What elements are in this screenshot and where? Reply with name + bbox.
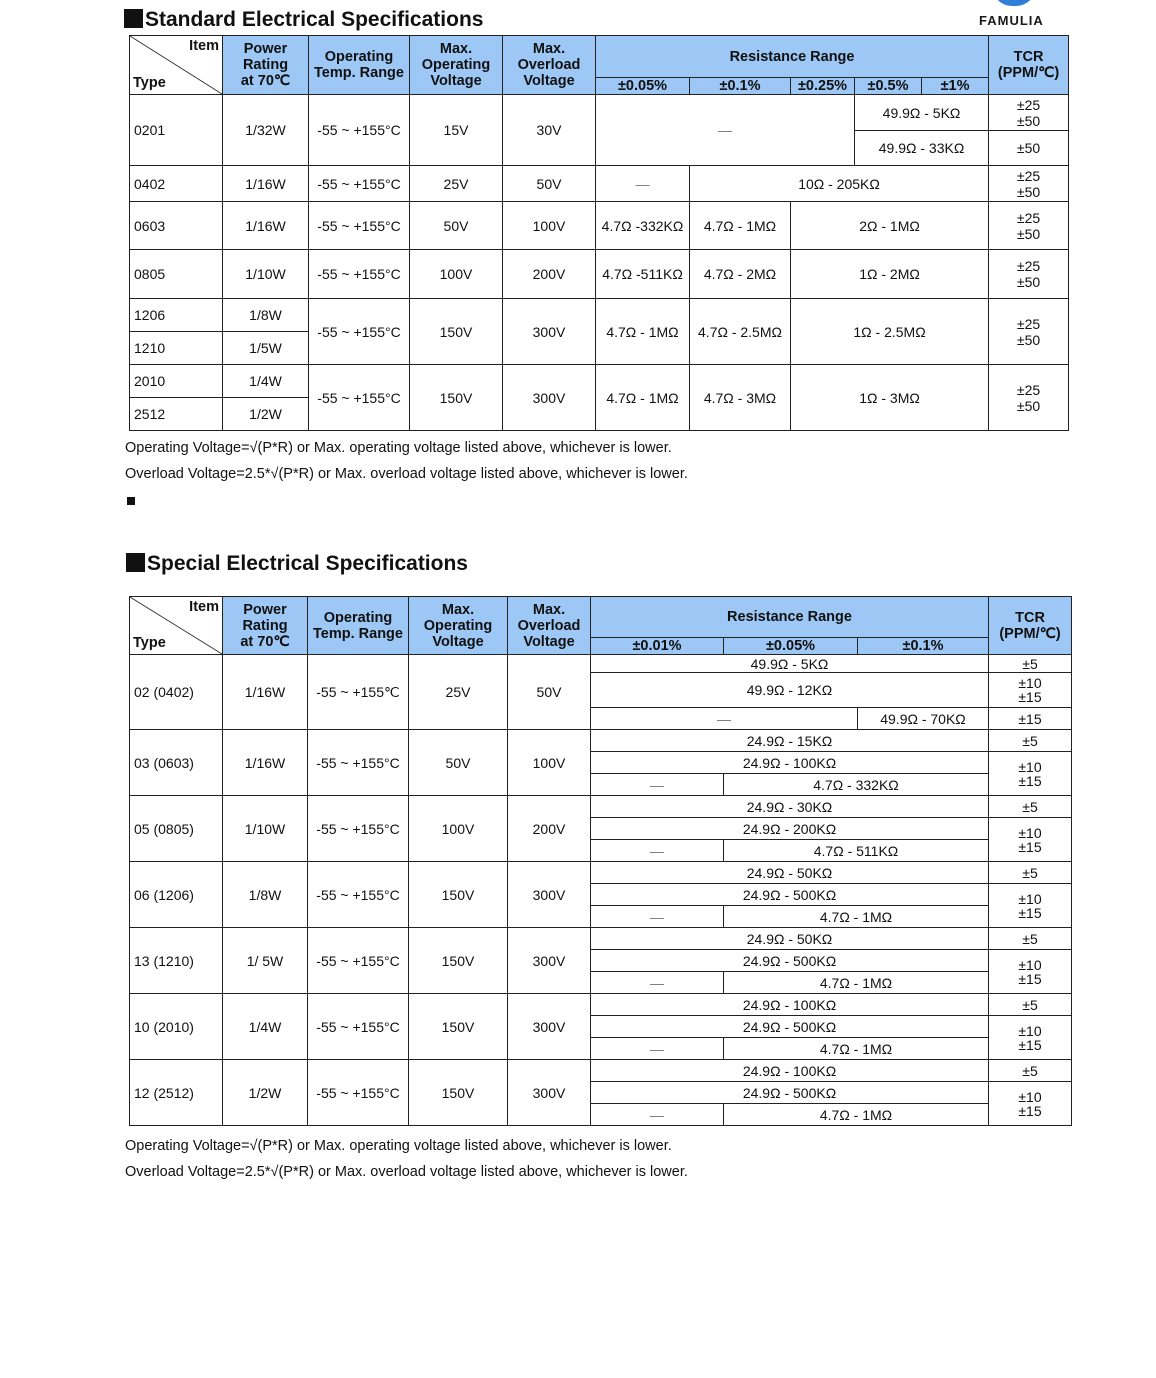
power-cell: 1/2W [223, 398, 309, 431]
tcr-cell: ±10 ±15 [989, 950, 1072, 994]
tcr-cell: ±5 [989, 862, 1072, 884]
type-cell: 05 (0805) [130, 796, 223, 862]
resistance-range-header: Resistance Range [591, 597, 989, 638]
tcr-cell: ±25 ±50 [989, 202, 1069, 250]
temp-cell: -55 ~ +155°C [308, 994, 409, 1060]
range-cell: 4.7Ω - 3MΩ [690, 365, 791, 431]
ov-voltage-cell: 300V [508, 994, 591, 1060]
op-voltage-cell: 100V [409, 796, 508, 862]
range-cell: 49.9Ω - 70KΩ [858, 708, 989, 730]
standard-spec-table [129, 35, 1069, 431]
not-available-cell: — [591, 840, 724, 862]
op-voltage-cell: 150V [409, 994, 508, 1060]
power-cell: 1/5W [223, 332, 309, 365]
range-cell: 24.9Ω - 500KΩ [591, 950, 989, 972]
ov-voltage-cell: 300V [508, 1060, 591, 1126]
range-cell: 4.7Ω - 2.5MΩ [690, 299, 791, 365]
square-bullet-icon [126, 553, 145, 572]
tcr-cell: ±5 [989, 730, 1072, 752]
range-cell: 4.7Ω - 511KΩ [724, 840, 989, 862]
ov-voltage-cell: 300V [508, 862, 591, 928]
resistance-range-header: Resistance Range [596, 36, 989, 78]
range-cell: 4.7Ω - 1MΩ [724, 1104, 989, 1126]
standard-note-overload: Overload Voltage=2.5*√(P*R) or Max. overload voltage listed above, whichever is lower. [125, 466, 688, 482]
type-cell: 0603 [130, 202, 223, 250]
range-cell: 24.9Ω - 30KΩ [591, 796, 989, 818]
special-note-operating: Operating Voltage=√(P*R) or Max. operating voltage listed above, whichever is lower. [125, 1138, 672, 1154]
tcr-header: TCR (PPM/℃) [989, 597, 1072, 655]
power-rating-header: Power Rating at 70℃ [223, 36, 309, 95]
power-cell: 1/32W [223, 95, 309, 166]
special-spec-table [129, 596, 1072, 1126]
special-section-title: Special Electrical Specifications [126, 552, 468, 576]
range-cell: 4.7Ω - 1MΩ [724, 972, 989, 994]
square-bullet-icon [127, 497, 135, 505]
op-voltage-cell: 25V [409, 655, 508, 730]
range-cell: 49.9Ω - 5KΩ [591, 655, 989, 673]
tol-header: ±0.25% [791, 78, 855, 95]
tol-header: ±0.05% [596, 78, 690, 95]
not-available-cell: — [591, 1104, 724, 1126]
range-cell: 10Ω - 205KΩ [690, 166, 989, 202]
range-cell: 24.9Ω - 100KΩ [591, 994, 989, 1016]
not-available-cell: — [596, 95, 855, 166]
tcr-cell: ±25 ±50 [989, 299, 1069, 365]
type-cell: 06 (1206) [130, 862, 223, 928]
op-voltage-cell: 150V [410, 365, 503, 431]
tcr-cell: ±15 [989, 708, 1072, 730]
tcr-cell: ±25 ±50 [989, 365, 1069, 431]
tcr-cell: ±25 ±50 [989, 250, 1069, 299]
tcr-cell: ±10 ±15 [989, 752, 1072, 796]
tol-header: ±0.1% [858, 638, 989, 655]
temp-cell: -55 ~ +155°C [308, 796, 409, 862]
range-cell: 4.7Ω - 1MΩ [724, 1038, 989, 1060]
ov-voltage-cell: 300V [503, 365, 596, 431]
type-cell: 0805 [130, 250, 223, 299]
type-cell: 10 (2010) [130, 994, 223, 1060]
power-cell: 1/2W [223, 1060, 308, 1126]
type-cell: 12 (2512) [130, 1060, 223, 1126]
range-cell: 24.9Ω - 50KΩ [591, 862, 989, 884]
temp-cell: -55 ~ +155°C [309, 365, 410, 431]
type-cell: 2512 [130, 398, 223, 431]
ov-voltage-cell: 300V [508, 928, 591, 994]
range-cell: 24.9Ω - 200KΩ [591, 818, 989, 840]
type-cell: 2010 [130, 365, 223, 398]
power-cell: 1/16W [223, 730, 308, 796]
type-cell: 1210 [130, 332, 223, 365]
max-operating-header: Max. Operating Voltage [410, 36, 503, 95]
special-note-overload: Overload Voltage=2.5*√(P*R) or Max. overload voltage listed above, whichever is lower. [125, 1164, 688, 1180]
range-cell: 4.7Ω - 332KΩ [724, 774, 989, 796]
type-cell: 0402 [130, 166, 223, 202]
not-available-cell: — [591, 972, 724, 994]
power-cell: 1/8W [223, 299, 309, 332]
temp-cell: -55 ~ +155℃ [308, 655, 409, 730]
power-cell: 1/4W [223, 994, 308, 1060]
range-cell: 24.9Ω - 500KΩ [591, 884, 989, 906]
square-bullet-icon [124, 9, 143, 28]
tol-header: ±0.5% [855, 78, 922, 95]
op-voltage-cell: 150V [410, 299, 503, 365]
range-cell: 4.7Ω - 1MΩ [690, 202, 791, 250]
brand-logo-icon [992, 0, 1036, 6]
ov-voltage-cell: 50V [508, 655, 591, 730]
power-cell: 1/16W [223, 202, 309, 250]
tcr-cell: ±10 ±15 [989, 818, 1072, 862]
max-overload-header: Max. Overload Voltage [503, 36, 596, 95]
power-cell: 1/10W [223, 250, 309, 299]
range-cell: 1Ω - 2.5MΩ [791, 299, 989, 365]
range-cell: 1Ω - 3MΩ [791, 365, 989, 431]
op-voltage-cell: 150V [409, 1060, 508, 1126]
op-voltage-cell: 100V [410, 250, 503, 299]
ov-voltage-cell: 100V [508, 730, 591, 796]
brand-name: FAMULIA [979, 13, 1044, 28]
temp-cell: -55 ~ +155°C [309, 95, 410, 166]
ov-voltage-cell: 30V [503, 95, 596, 166]
power-cell: 1/8W [223, 862, 308, 928]
range-cell: 4.7Ω - 1MΩ [596, 299, 690, 365]
range-cell: 4.7Ω - 1MΩ [724, 906, 989, 928]
temp-cell: -55 ~ +155°C [309, 250, 410, 299]
tcr-cell: ±10 ±15 [989, 1016, 1072, 1060]
range-cell: 4.7Ω -511KΩ [596, 250, 690, 299]
standard-note-operating: Operating Voltage=√(P*R) or Max. operating voltage listed above, whichever is lower. [125, 440, 672, 456]
tol-header: ±0.01% [591, 638, 724, 655]
range-cell: 49.9Ω - 5KΩ [855, 95, 989, 131]
temp-cell: -55 ~ +155°C [308, 928, 409, 994]
op-voltage-cell: 150V [409, 928, 508, 994]
power-cell: 1/16W [223, 655, 308, 730]
tcr-cell: ±25 ±50 [989, 95, 1069, 131]
tcr-cell: ±5 [989, 1060, 1072, 1082]
ov-voltage-cell: 100V [503, 202, 596, 250]
tol-header: ±1% [922, 78, 989, 95]
range-cell: 4.7Ω - 2MΩ [690, 250, 791, 299]
power-cell: 1/10W [223, 796, 308, 862]
op-voltage-cell: 25V [410, 166, 503, 202]
max-overload-header: Max. Overload Voltage [508, 597, 591, 655]
tcr-cell: ±10 ±15 [989, 673, 1072, 708]
tcr-cell: ±50 [989, 131, 1069, 166]
range-cell: 49.9Ω - 12KΩ [591, 673, 989, 708]
temp-cell: -55 ~ +155°C [309, 299, 410, 365]
temp-cell: -55 ~ +155°C [309, 202, 410, 250]
tcr-cell: ±10 ±15 [989, 884, 1072, 928]
op-voltage-cell: 15V [410, 95, 503, 166]
op-voltage-cell: 50V [410, 202, 503, 250]
tcr-cell: ±5 [989, 994, 1072, 1016]
not-available-cell: — [591, 708, 858, 730]
tcr-cell: ±10 ±15 [989, 1082, 1072, 1126]
not-available-cell: — [596, 166, 690, 202]
range-cell: 4.7Ω - 1MΩ [596, 365, 690, 431]
standard-section-title: Standard Electrical Specifications [124, 8, 483, 32]
temp-cell: -55 ~ +155°C [308, 1060, 409, 1126]
tcr-cell: ±5 [989, 928, 1072, 950]
type-cell: 03 (0603) [130, 730, 223, 796]
item-type-header: Item Type [130, 597, 223, 655]
type-cell: 13 (1210) [130, 928, 223, 994]
ov-voltage-cell: 200V [503, 250, 596, 299]
range-cell: 49.9Ω - 33KΩ [855, 131, 989, 166]
range-cell: 24.9Ω - 100KΩ [591, 752, 989, 774]
not-available-cell: — [591, 906, 724, 928]
ov-voltage-cell: 300V [503, 299, 596, 365]
tcr-header: TCR (PPM/℃) [989, 36, 1069, 95]
tcr-cell: ±5 [989, 796, 1072, 818]
item-type-header: Item Type [130, 36, 223, 95]
range-cell: 4.7Ω -332KΩ [596, 202, 690, 250]
tcr-cell: ±25 ±50 [989, 166, 1069, 202]
range-cell: 24.9Ω - 15KΩ [591, 730, 989, 752]
temp-range-header: Operating Temp. Range [309, 36, 410, 95]
op-voltage-cell: 150V [409, 862, 508, 928]
ov-voltage-cell: 200V [508, 796, 591, 862]
tcr-cell: ±5 [989, 655, 1072, 673]
power-cell: 1/16W [223, 166, 309, 202]
temp-cell: -55 ~ +155°C [309, 166, 410, 202]
range-cell: 1Ω - 2MΩ [791, 250, 989, 299]
not-available-cell: — [591, 1038, 724, 1060]
range-cell: 24.9Ω - 500KΩ [591, 1016, 989, 1038]
op-voltage-cell: 50V [409, 730, 508, 796]
power-cell: 1/4W [223, 365, 309, 398]
not-available-cell: — [591, 774, 724, 796]
type-cell: 02 (0402) [130, 655, 223, 730]
tol-header: ±0.05% [724, 638, 858, 655]
power-cell: 1/ 5W [223, 928, 308, 994]
max-operating-header: Max. Operating Voltage [409, 597, 508, 655]
type-cell: 1206 [130, 299, 223, 332]
range-cell: 24.9Ω - 500KΩ [591, 1082, 989, 1104]
temp-cell: -55 ~ +155°C [308, 730, 409, 796]
range-cell: 2Ω - 1MΩ [791, 202, 989, 250]
tol-header: ±0.1% [690, 78, 791, 95]
ov-voltage-cell: 50V [503, 166, 596, 202]
temp-cell: -55 ~ +155°C [308, 862, 409, 928]
type-cell: 0201 [130, 95, 223, 166]
temp-range-header: Operating Temp. Range [308, 597, 409, 655]
range-cell: 24.9Ω - 100KΩ [591, 1060, 989, 1082]
range-cell: 24.9Ω - 50KΩ [591, 928, 989, 950]
power-rating-header: Power Rating at 70℃ [223, 597, 308, 655]
